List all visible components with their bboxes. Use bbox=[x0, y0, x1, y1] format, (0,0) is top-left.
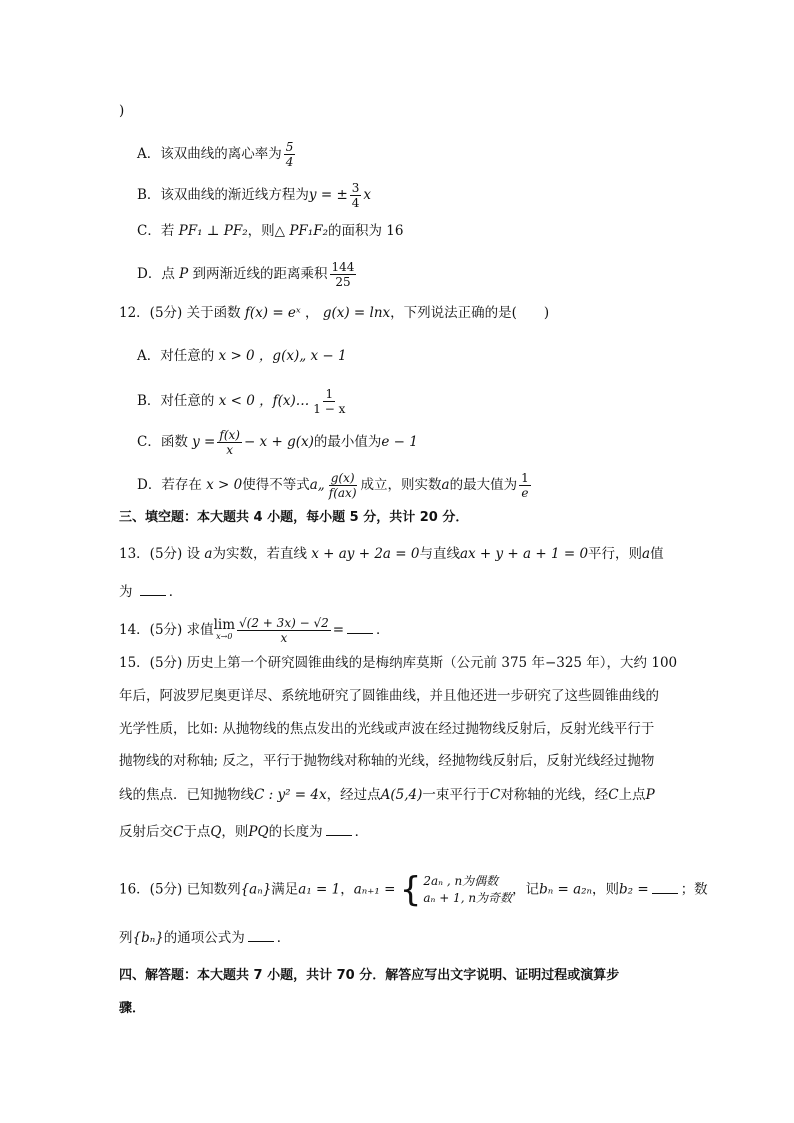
q12-d-num: g(x) bbox=[330, 471, 355, 485]
q16-l2b: 的通项公式为 bbox=[163, 930, 245, 946]
section-4-heading-line1: 四、解答题：本大题共 7 小题，共计 70 分．解答应写出文字说明、证明过程或演算步 bbox=[119, 968, 620, 983]
q11-b-den: 4 bbox=[351, 196, 360, 210]
q16-text6: ；数 bbox=[680, 881, 708, 898]
q14-end: ． bbox=[376, 622, 390, 638]
q15-l5c: ，经过点 bbox=[326, 787, 381, 803]
q11-b-num: 3 bbox=[351, 181, 360, 195]
q12-option-c bbox=[137, 428, 418, 457]
q11-c-expr2: PF₁F₂ bbox=[289, 223, 328, 239]
q12-c-pre: y = bbox=[192, 434, 216, 450]
q12-c-frac bbox=[217, 428, 242, 457]
q12-d-a: a bbox=[441, 477, 450, 493]
q12-d-vnum: 1 bbox=[521, 471, 529, 485]
q12-option-b bbox=[137, 387, 349, 416]
q12-c-tail: 的最小值为 bbox=[313, 434, 382, 450]
q15-line5 bbox=[119, 785, 655, 805]
q14-den: x bbox=[280, 631, 288, 645]
q13-text5: 值 bbox=[650, 546, 664, 562]
q12-d-vfrac bbox=[519, 471, 531, 500]
q15-l6a: 反射后交 bbox=[119, 824, 173, 840]
q12-d-den: f(ax) bbox=[328, 486, 357, 500]
q16-case1: 2aₙ , n为偶数 bbox=[423, 874, 499, 888]
q15-line2: 年后，阿波罗尼奥更详尽、系统地研究了圆锥曲线，并且他还进一步研究了这些圆锥曲线的 bbox=[119, 688, 659, 704]
q16-case2: aₙ + 1, n为奇数 bbox=[423, 891, 513, 905]
q16-answer-blank-2 bbox=[248, 929, 274, 942]
q12-stem-text: 12．(5分) 关于函数 bbox=[119, 305, 241, 321]
q15-l5f: C bbox=[489, 787, 501, 803]
q11-c-text1: C．若 bbox=[137, 223, 175, 239]
q16-piecewise bbox=[399, 870, 513, 910]
q12-stem: 12．(5分) 关于函数 f(x) = eˣ ， g(x) = lnx，下列说法正确的是( ) bbox=[119, 305, 550, 321]
q12-option-a bbox=[137, 346, 347, 366]
q12-d-frac bbox=[327, 471, 359, 500]
q13-text1: 13．(5分) 设 bbox=[119, 546, 201, 562]
left-brace-icon: { bbox=[399, 870, 422, 910]
q12-b-expr: x < 0 ，f(x)… bbox=[218, 393, 310, 409]
q16-text2: 满足 bbox=[271, 881, 299, 898]
q13-line-eq1: x + ay + 2a = 0 bbox=[311, 546, 420, 562]
q15-point-a: A(5,4) bbox=[380, 787, 423, 803]
q14-frac bbox=[237, 616, 331, 645]
q14-line bbox=[119, 616, 390, 645]
q12-c-post: − x + g(x) bbox=[243, 434, 314, 450]
q13-text3: 与直线 bbox=[419, 546, 460, 562]
q15-l5h: C bbox=[608, 787, 619, 803]
q14-num: √(2 + 3x) − √2 bbox=[239, 616, 329, 630]
q16-text3: ， bbox=[340, 881, 354, 898]
q13-text4: 平行，则 bbox=[588, 546, 643, 562]
q12-f-def: f(x) = eˣ bbox=[244, 305, 301, 321]
q12-d-text3: 成立，则实数 bbox=[360, 477, 442, 493]
q15-l5a: 线的焦点．已知抛物线 bbox=[119, 787, 254, 803]
q16-text4: ，记 bbox=[512, 881, 540, 898]
q13-answer-blank bbox=[140, 583, 166, 596]
q15-l5i: 上点 bbox=[618, 787, 646, 803]
q11-c-expr1: PF₁ ⊥ PF₂ bbox=[178, 223, 248, 239]
q11-b-text: B．该双曲线的渐近线方程为 bbox=[137, 187, 309, 203]
q15-l5g: 对称轴的光线，经 bbox=[500, 787, 609, 803]
q12-b-num: 1 bbox=[325, 387, 334, 401]
q16-l2seq: {bₙ} bbox=[132, 930, 164, 946]
q11-a-frac bbox=[284, 140, 296, 169]
q16-l2a: 列 bbox=[119, 930, 133, 946]
q13-line-eq2: ax + y + a + 1 = 0 bbox=[459, 546, 589, 562]
q12-a-expr: x > 0 ，g(x)„ x − 1 bbox=[218, 348, 347, 364]
q11-d-text2: 到两渐近线的距离乘积 bbox=[192, 266, 328, 282]
q13-text6: 为 bbox=[119, 584, 133, 600]
q14-lim bbox=[213, 616, 236, 643]
q14-text1: 14．(5分) 求值 bbox=[119, 622, 214, 638]
q11-b-expr: y = ± bbox=[308, 187, 348, 203]
q12-d-text1: D．若存在 bbox=[137, 477, 202, 493]
q16-bn: bₙ = a₂ₙ bbox=[539, 881, 593, 898]
q15-l6b: C bbox=[173, 824, 184, 840]
q12-d-expr1: x > 0 bbox=[206, 477, 243, 493]
q12-b-den: 1 − x bbox=[313, 402, 346, 416]
q11-option-b bbox=[137, 181, 371, 210]
q11-d-frac bbox=[330, 260, 357, 289]
q11-b-frac bbox=[350, 181, 362, 210]
q12-d-text4: 的最大值为 bbox=[449, 477, 518, 493]
q13-line1 bbox=[119, 544, 664, 564]
q12-a-text: A．对任意的 bbox=[137, 348, 215, 364]
q11-d-text1: D．点 bbox=[137, 266, 175, 282]
q11-option-a bbox=[137, 140, 297, 169]
q11-d-num: 144 bbox=[331, 260, 355, 274]
q12-c-val: e − 1 bbox=[381, 434, 418, 450]
q15-answer-blank bbox=[326, 823, 352, 836]
q15-l6c: 于点 bbox=[183, 824, 211, 840]
q15-l6g: 的长度为 bbox=[268, 824, 323, 840]
q12-b-text: B．对任意的 bbox=[137, 393, 215, 409]
q16-answer-blank-1 bbox=[652, 881, 678, 894]
q11-a-den: 4 bbox=[285, 155, 294, 169]
q16-text1: 16．(5分) 已知数列 bbox=[119, 881, 241, 898]
q12-c-text: C．函数 bbox=[137, 434, 188, 450]
q14-answer-blank bbox=[347, 621, 373, 634]
q11-option-d bbox=[137, 260, 358, 289]
q16-a1: a₁ = 1 bbox=[298, 881, 341, 898]
q16-seq: {aₙ} bbox=[240, 881, 272, 898]
section-4-heading-line2: 骤． bbox=[119, 1001, 146, 1016]
q12-g-def: g(x) = lnx bbox=[322, 305, 391, 321]
q11-option-c bbox=[137, 221, 403, 241]
q12-option-d bbox=[137, 471, 533, 500]
q13-a2: a bbox=[642, 546, 651, 562]
q15-line3: 光学性质，比如: 从抛物线的焦点发出的光线或声波在经过抛物线反射后，反射光线平行于 bbox=[119, 721, 655, 737]
q14-eq: = bbox=[332, 622, 345, 638]
q12-d-text2: 使得不等式 bbox=[242, 477, 310, 493]
q16-b2: b₂ = bbox=[619, 881, 649, 898]
q11-c-text3: 的面积为 16 bbox=[328, 223, 404, 239]
q12-c-den: x bbox=[226, 443, 234, 457]
q15-line6 bbox=[119, 822, 368, 842]
q16-text5: ，则 bbox=[592, 881, 620, 898]
continuation-paren: ) bbox=[119, 103, 125, 119]
q13-line2 bbox=[119, 582, 182, 602]
q11-c-text2: ，则△ bbox=[247, 223, 286, 239]
q13-text2: 为实数，若直线 bbox=[212, 546, 307, 562]
q12-b-frac bbox=[311, 387, 347, 416]
q11-d-p: P bbox=[179, 266, 189, 282]
q13-end: ． bbox=[168, 584, 183, 600]
q15-l6e: ，则 bbox=[221, 824, 249, 840]
q15-l6d: Q bbox=[210, 824, 222, 840]
q14-lim-sub: x→0 bbox=[216, 631, 233, 641]
q15-l6f: PQ bbox=[248, 824, 269, 840]
q16-line2 bbox=[119, 928, 290, 948]
q13-a1: a bbox=[204, 546, 213, 562]
q12-d-vden: e bbox=[521, 486, 529, 500]
q11-a-text: A．该双曲线的离心率为 bbox=[137, 146, 282, 162]
q16-rec: aₙ₊₁ = bbox=[353, 881, 396, 898]
q12-d-expr2: a„ bbox=[309, 477, 325, 493]
q14-lim-text: lim bbox=[213, 616, 236, 633]
q15-end: ． bbox=[354, 824, 369, 840]
q15-l5e: 一束平行于 bbox=[422, 787, 490, 803]
q11-a-num: 5 bbox=[285, 140, 294, 154]
q12-c-num: f(x) bbox=[219, 428, 240, 442]
section-3-heading: 三、填空题：本大题共 4 小题，每小题 5 分，共计 20 分． bbox=[119, 510, 469, 525]
q11-d-den: 25 bbox=[335, 275, 351, 289]
q16-end: ． bbox=[276, 930, 291, 946]
q16-cases bbox=[423, 873, 512, 907]
q16-line1 bbox=[119, 870, 708, 910]
q12-stem-text2: ，下列说法正确的是( ) bbox=[390, 305, 550, 321]
q15-line1: 15．(5分) 历史上第一个研究圆锥曲线的是梅纳库莫斯（公元前 375 年−325 年），大约 100 bbox=[119, 655, 678, 671]
q15-l5j: P bbox=[645, 787, 655, 803]
q15-line4: 抛物线的对称轴; 反之，平行于抛物线对称轴的光线，经抛物线反射后，反射光线经过抛物 bbox=[119, 753, 655, 769]
q15-parabola: C : y² = 4x bbox=[254, 787, 327, 803]
q11-b-x: x bbox=[363, 187, 372, 203]
